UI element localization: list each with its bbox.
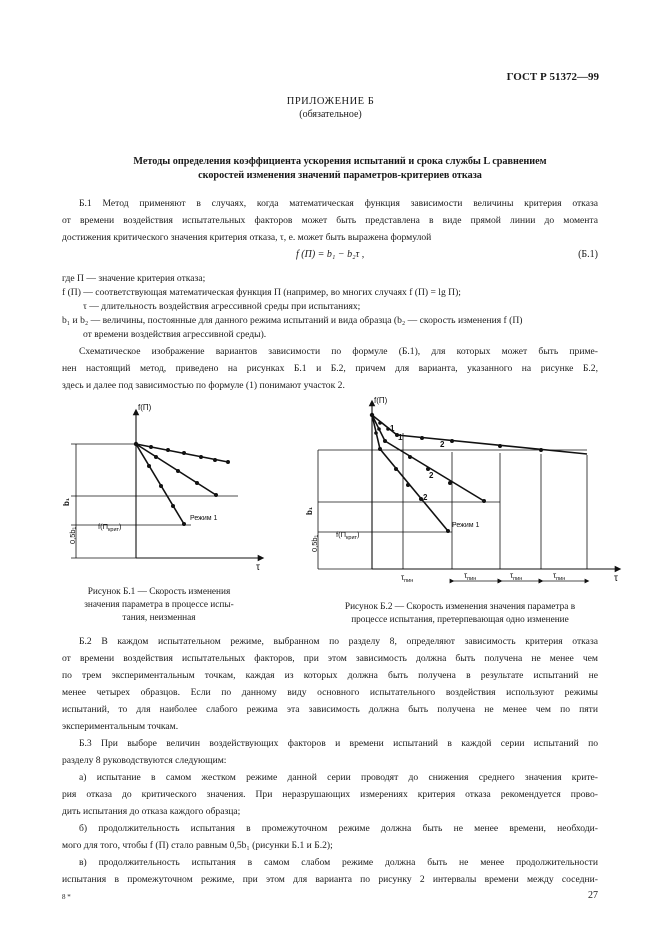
b3-c-line1: в) продолжительность испытания в самом слабом режиме должна быть не менее продолжительности [79,857,598,868]
figure-b1 [56,400,266,575]
tau-label-1: $\tau_{пин}$ [401,573,414,584]
b3-c-line2: испытания в промежуточном режиме, при этом для варианта по рисунку 2 интервалы времени между соседни- [62,874,598,885]
standard-number: ГОСТ Р 51372—99 [506,71,599,83]
crit-label: $f(П_{крит})$ [98,522,122,533]
mode-label: Режим 1 [190,515,218,522]
segment-2-fast [380,449,448,531]
section-heading-line2: скоростей изменения значений параметров-критериев отказа [198,170,482,181]
fig1-caption-line1: Рисунок Б.1 — Скорость изменения [87,587,231,597]
b1-line1: Б.1 Метод применяют в случаях, когда математическая функция зависимости величины критерия отказа [79,198,598,209]
fig1-caption-line2: значения параметра в процессе испы- [84,600,234,610]
schematic-line2: нен настоящий метод, приведено на рисунках Б.1 и Б.2, причем для варианта, указанного на рисунке Б.2, [62,363,598,374]
schematic-line1: Схематическое изображение вариантов зависимости по формуле (Б.1), для которых может быть приме- [79,346,598,357]
curve-label-1: 1 [390,424,395,433]
b1-line2: от времени воздействия испытательных факторов может быть представлена в виде прямой линии до момента [62,215,598,226]
figure-b2 [300,393,625,585]
appendix-title: ПРИЛОЖЕНИЕ Б [286,96,375,107]
formula-number: (Б.1) [578,249,598,260]
tau-label-4: $\tau_{пин}$ [553,571,566,582]
b2-line6: экспериментальным точкам. [62,721,179,732]
schematic-line3: здесь и далее под зависимостью по формуле (1) понимают участок 2. [62,380,345,391]
x-axis-label: τ [614,573,618,584]
tau-label-3: $\tau_{пин}$ [510,571,523,582]
where-line2: f (П) — соответствующая математическая функция П (например, во многих случаях f (П) = lg П); [62,287,461,298]
half-b1-label: 0,5b₁ [310,534,319,552]
b3-line2: разделу 8 руководствуются следующим: [62,755,227,766]
section-heading-line1: Методы определения коэффициента ускорения испытаний и срока службы L сравнением [133,156,547,167]
mode-label: Режим 1 [452,522,480,529]
b2-line3: по трем экспериментальным точкам, каждая из которых должна быть получена в результате испытаний не [62,670,598,681]
segment-2-slow [397,435,587,454]
curve-label-2a: 2 [440,440,445,449]
formula: f (П) = b₁ − b₂τ , [296,249,365,260]
b3-b-line1: б) продолжительность испытания в промежуточном режиме должна быть не менее времени, необходи- [79,823,598,834]
b1-label: b₁ [62,497,71,506]
where-line4: b₁ и b₂ — величины, постоянные для данного режима испытаний и вида образца (b₂ — скорость изменения f (П) [62,315,523,326]
y-axis-label: f(П) [138,403,152,412]
b1-line3: достижения критического значения критерия отказа, τ, е. может быть выражена формулой [62,232,432,243]
curve-label-2b: 2 [429,471,434,480]
y-axis-label: f(П) [374,396,388,405]
page-number: 27 [588,890,598,901]
b2-line1: Б.2 В каждом испытательном режиме, выбранном по разделу 8, определяют зависимость критерия отказа [79,636,598,647]
b3-a-line1: а) испытание в самом жестком режиме данной серии проводят до снижения среднего значения крите- [79,772,598,783]
fig1-caption-line3: тания, неизменная [122,613,196,623]
footer-mark: 8 * [62,893,71,901]
fig2-caption-line2: процессе испытания, претерпевающая одно изменение [351,615,569,625]
crit-label: $f(П_{крит})$ [336,530,360,541]
half-b1-label: 0,5b₁ [68,526,77,544]
tau-label-2: $\tau_{пин}$ [464,571,477,582]
b3-b-line2: мого для того, чтобы f (П) стало равным 0,5b₁ (рисунки Б.1 и Б.2); [62,840,333,851]
fig2-caption-line1: Рисунок Б.2 — Скорость изменения значения параметра в [344,602,576,612]
line-fast [136,444,184,524]
curve-label-1b: 1 [398,433,403,442]
b2-line5: испытаний, то для наиболее слабого режима эта зависимость должна быть получена не менее чем по пяти [62,704,598,715]
b3-a-line2: рия отказа до критического значения. При неразрушающих измерениях критерия отказа рекомендуется прово- [62,789,598,800]
b2-line2: от времени воздействия испытательных факторов, при этом зависимость должна быть получена не менее чем [62,653,598,664]
b3-a-line3: дить испытания до отказа каждого образца; [62,806,241,817]
x-axis-label: τ [256,562,260,573]
b3-line1: Б.3 При выборе величин воздействующих факторов и времени испытаний в каждой серии испытаний по [79,738,598,749]
b1-label: b₁ [305,506,314,515]
where-line1: где П — значение критерия отказа; [62,273,206,284]
where-line5: от времени воздействия агрессивной среды). [83,329,267,340]
curve-label-2c: 2 [423,493,428,502]
where-line3: τ — длительность воздействия агрессивной среды при испытаниях; [83,301,361,312]
b2-line4: менее четырех образцов. Если по данному виду основного испытательного воздействия используют режимы [62,687,598,698]
appendix-status: (обязательное) [299,109,362,120]
